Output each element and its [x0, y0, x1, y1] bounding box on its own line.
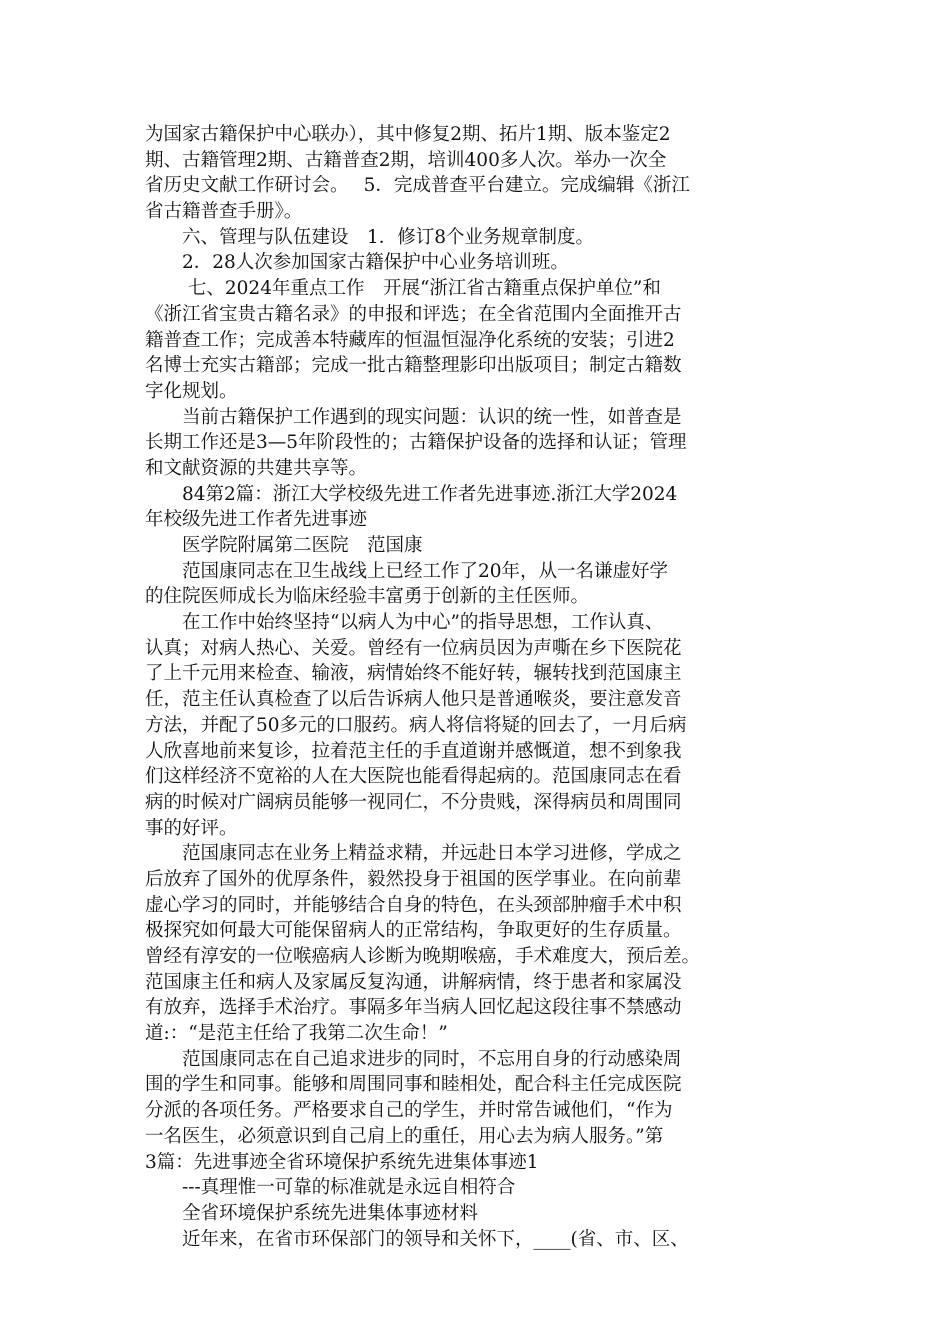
- text-line: 范国康主任和病人及家属反复沟通，讲解病情，终于患者和家属没: [145, 971, 682, 993]
- text-line: 极探究如何最大可能保留病人的正常结构，争取更好的生存质量。: [145, 920, 682, 942]
- text-line: 了上千元用来检查、输液，病情始终不能好转，辗转找到范国康主: [145, 663, 682, 685]
- text-line: 病的时候对广阔病员能够一视同仁，不分贵贱，深得病员和周围同: [145, 791, 682, 813]
- text-line: 范国康同志在自己追求进步的同时，不忘用自身的行动感染周: [145, 1048, 682, 1070]
- text-line: 有放弃，选择手术治疗。事隔多年当病人回忆起这段往事不禁感动: [145, 997, 682, 1019]
- text-line: 的住院医师成长为临床经验丰富勇于创新的主任医师。: [145, 586, 590, 608]
- text-line: 范国康同志在卫生战线上已经工作了20年，从一名谦虚好学: [145, 560, 669, 582]
- text-line: ---真理惟一可靠的标准就是永远自相符合: [145, 1177, 516, 1199]
- text-line: 省历史文献工作研讨会。 5．完成普查平台建立。完成编辑《浙江: [145, 175, 690, 197]
- text-line: 认真；对病人热心、关爱。曾经有一位病员因为声嘶在乡下医院花: [145, 637, 682, 659]
- text-line: 长期工作还是3—5年阶段性的；古籍保护设备的选择和认证；管理: [145, 432, 687, 454]
- text-line: 们这样经济不宽裕的人在大医院也能看得起病的。范国康同志在看: [145, 766, 682, 788]
- text-line: 全省环境保护系统先进集体事迹材料: [145, 1202, 479, 1224]
- text-line: 一名医生，必须意识到自己肩上的重任，用心去为病人服务。”第: [145, 1125, 664, 1147]
- text-line: 年校级先进工作者先进事迹: [145, 509, 368, 531]
- text-line: 《浙江省宝贵古籍名录》的申报和评选；在全省范围内全面推开古: [145, 303, 682, 325]
- text-line: 2．28人次参加国家古籍保护中心业务培训班。: [145, 252, 569, 274]
- text-line: 分派的各项任务。严格要求自己的学生，并时常告诫他们，“作为: [145, 1100, 673, 1122]
- text-line: 籍普查工作；完成善本特藏库的恒温恒湿净化系统的安装；引进2: [145, 329, 675, 351]
- text-line: 人欣喜地前来复诊，拉着范主任的手直道谢并感慨道，想不到象我: [145, 740, 682, 762]
- text-line: 期、古籍管理2期、古籍普查2期，培训400多人次。举办一次全: [145, 149, 667, 171]
- text-line: 在工作中始终坚持“以病人为中心”的指导思想，工作认真、: [145, 612, 664, 634]
- text-line: 为国家古籍保护中心联办），其中修复2期、拓片1期、版本鉴定2: [145, 124, 671, 145]
- text-line: 3篇：先进事迹全省环境保护系统先进集体事迹1: [145, 1151, 539, 1173]
- text-line: 事的好评。: [145, 817, 238, 839]
- text-line: 七、2024年重点工作 开展“浙江省古籍重点保护单位”和: [145, 278, 661, 300]
- text-line: 方法，并配了50多元的口服药。病人将信将疑的回去了，一月后病: [145, 714, 687, 736]
- text-line: 道:：“是范主任给了我第二次生命！”: [145, 1023, 448, 1045]
- text-line: 字化规划。: [145, 380, 238, 402]
- text-line: 六、管理与队伍建设 1．修订8个业务规章制度。: [145, 226, 595, 248]
- text-line: 范国康同志在业务上精益求精，并远赴日本学习进修，学成之: [145, 843, 682, 865]
- text-line: 省古籍普查手册》。: [145, 201, 303, 223]
- text-line: 名博士充实古籍部；完成一批古籍整理影印出版项目；制定古籍数: [145, 355, 682, 377]
- document-body: [145, 122, 825, 1252]
- text-line: 医学院附属第二医院 范国康: [145, 535, 423, 556]
- text-line: 当前古籍保护工作遇到的现实问题：认识的统一性，如普查是: [145, 406, 682, 428]
- text-line: 任，范主任认真检查了以后告诉病人他只是普通喉炎，要注意发音: [145, 689, 682, 711]
- text-line: 近年来，在省市环保部门的领导和关怀下，____(省、市、区、: [145, 1228, 689, 1250]
- text-line: 和文献资源的共建共享等。: [145, 457, 368, 479]
- text-line: 曾经有淳安的一位喉癌病人诊断为晚期喉癌，手术难度大，预后差。: [145, 946, 701, 967]
- text-line: 围的学生和同事。能够和周围同事和睦相处，配合科主任完成医院: [145, 1074, 682, 1096]
- text-line: 后放弃了国外的优厚条件，毅然投身于祖国的医学事业。在向前辈: [145, 868, 682, 890]
- text-line: 虚心学习的同时，并能够结合自身的特色，在头颈部肿瘤手术中积: [145, 894, 682, 916]
- text-line: 84第2篇：浙江大学校级先进工作者先进事迹.浙江大学2024: [145, 483, 678, 505]
